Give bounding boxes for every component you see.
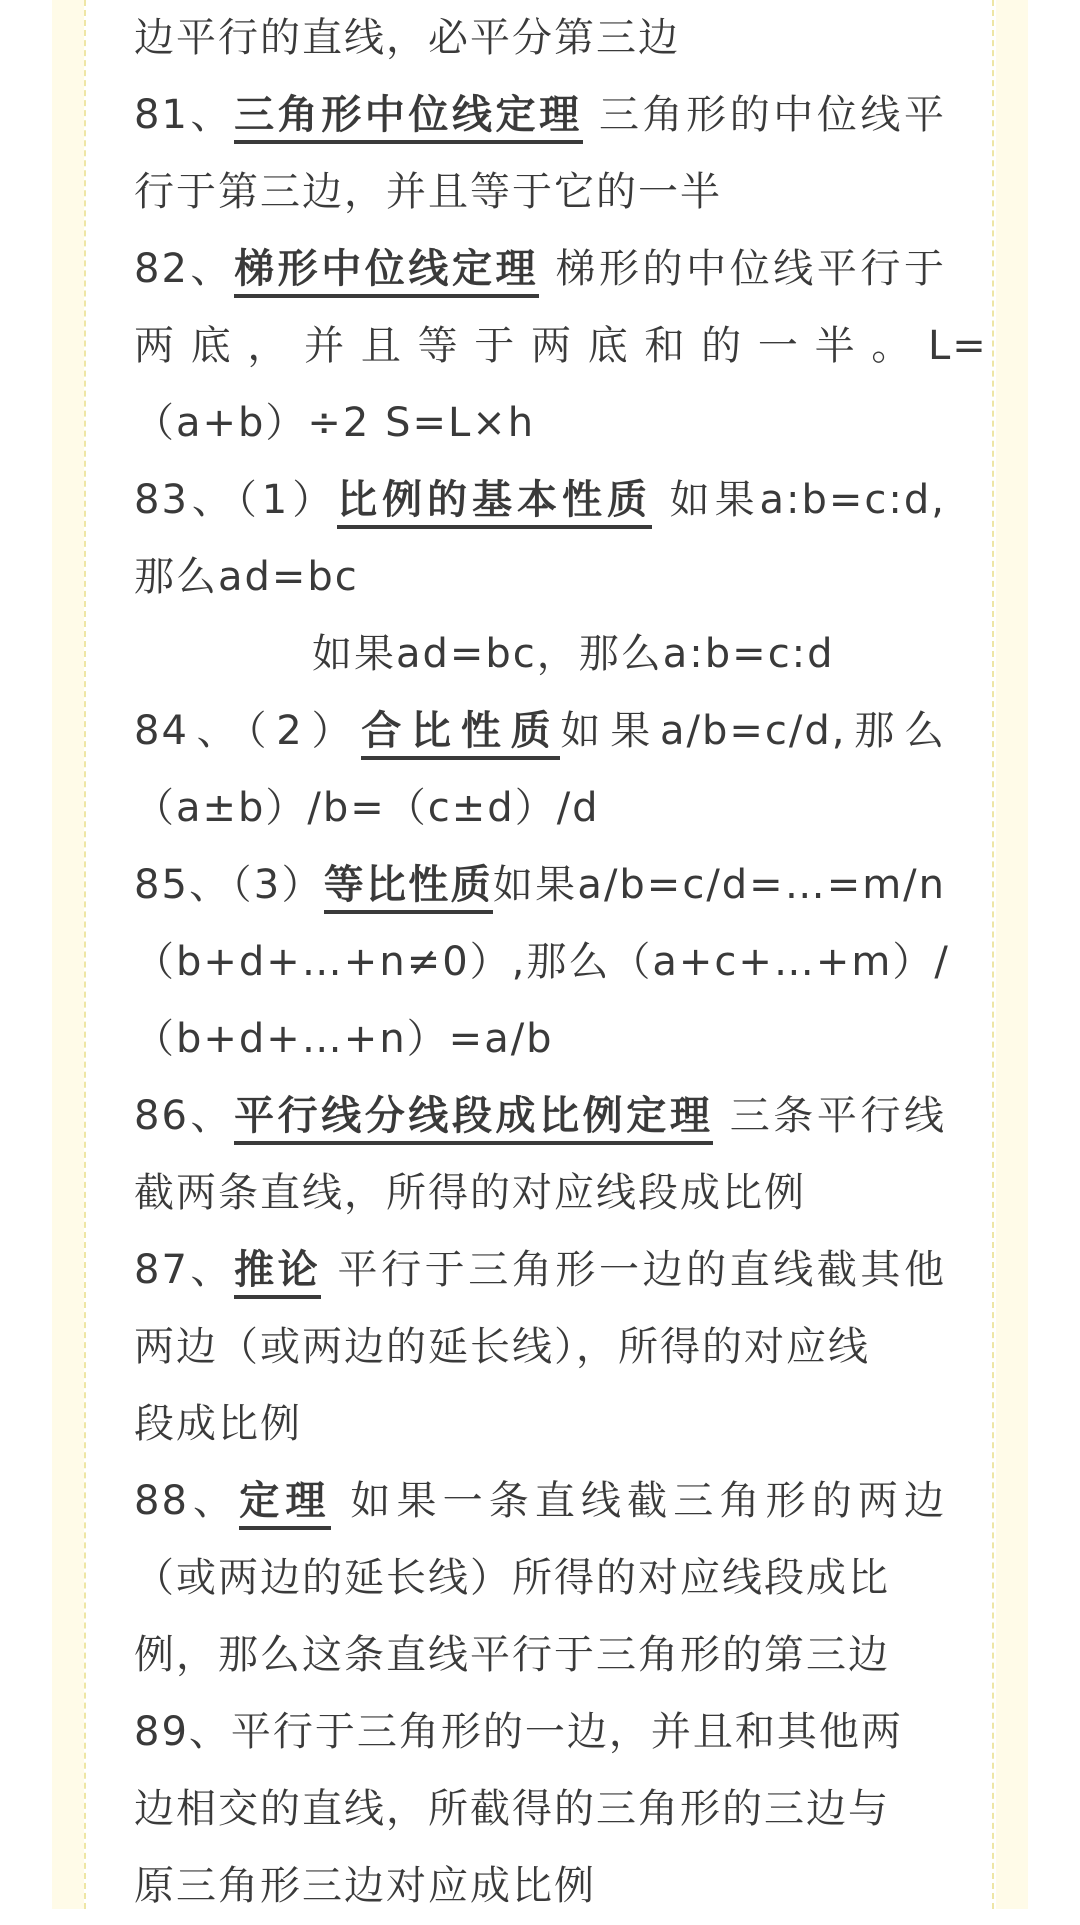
theorem-text: 如果一条直线截三角形的两边: [331, 1478, 946, 1524]
theorem-term: 平行线分线段成比例定理: [234, 1093, 713, 1145]
theorem-text: 如果a/b=c/d,那么: [560, 708, 947, 754]
content-card: [84, 0, 994, 1909]
item-number: 83、（1）: [134, 477, 338, 523]
text-line: （b+d+…+n≠0）,那么（a+c+…+m）/: [134, 939, 950, 985]
theorem-text: 如果a/b=c/d=…=m/n: [492, 862, 947, 908]
text-line: （a±b）/b=（c±d）/d: [134, 785, 600, 831]
right-border-band: [996, 0, 1028, 1909]
theorem-term: 三角形中位线定理: [234, 92, 583, 144]
theorem-85: [134, 847, 946, 924]
text-line: 段成比例: [134, 1401, 302, 1447]
theorem-84: [134, 693, 946, 770]
left-border-band: [52, 0, 84, 1909]
text-line: （或两边的延长线）所得的对应线段成比: [134, 1555, 890, 1601]
theorem-text: 梯形的中位线平行于: [539, 246, 947, 292]
theorem-86: [134, 1078, 946, 1155]
text-line: 截两条直线，所得的对应线段成比例: [134, 1170, 806, 1216]
theorem-term: 梯形中位线定理: [234, 246, 539, 298]
text-line: 原三角形三边对应成比例: [134, 1863, 596, 1909]
text-line: 如果ad=bc，那么a:b=c:d: [312, 631, 835, 677]
item-number: 87、: [134, 1247, 235, 1293]
item-number: 86、: [134, 1093, 235, 1139]
theorem-term: 定理: [239, 1478, 331, 1530]
theorem-term: 推论: [234, 1247, 321, 1299]
theorem-81: [134, 77, 946, 154]
item-number: 88、: [134, 1478, 240, 1524]
theorem-term: 合比性质: [361, 708, 560, 760]
theorem-88: [134, 1463, 946, 1540]
text-line: 行于第三边，并且等于它的一半: [134, 169, 722, 215]
text-line: 边相交的直线，所截得的三角形的三边与: [134, 1786, 890, 1832]
theorem-text: 平行于三角形一边的直线截其他: [321, 1247, 947, 1293]
theorem-83: [134, 462, 946, 539]
item-number: 81、: [134, 92, 235, 138]
theorem-text: 如果a:b=c:d,: [651, 477, 946, 523]
theorem-term: 等比性质: [324, 862, 493, 914]
theorem-82: [134, 231, 946, 308]
text-line: 两边（或两边的延长线），所得的对应线: [134, 1324, 870, 1370]
theorem-89: 89、平行于三角形的一边，并且和其他两: [134, 1709, 903, 1755]
text-line: 两 底 ， 并 且 等 于 两 底 和 的 一 半 。 L=: [134, 323, 988, 369]
text-line: 那么ad=bc: [134, 554, 359, 600]
text-line: （a+b）÷2 S=L×h: [134, 400, 536, 446]
theorem-term: 比例的基本性质: [337, 477, 652, 529]
theorem-text: 三条平行线: [713, 1093, 947, 1139]
item-number: 82、: [134, 246, 235, 292]
item-number: 85、（3）: [134, 862, 324, 908]
text-line: （b+d+…+n）=a/b: [134, 1016, 554, 1062]
theorem-text: 三角形的中位线平: [582, 92, 947, 138]
text-line: 边平行的直线，必平分第三边: [134, 15, 680, 61]
item-number: 84、（2）: [134, 708, 362, 754]
text-line: 例，那么这条直线平行于三角形的第三边: [134, 1632, 890, 1678]
theorem-list: [134, 0, 988, 1925]
theorem-87: [134, 1232, 946, 1309]
